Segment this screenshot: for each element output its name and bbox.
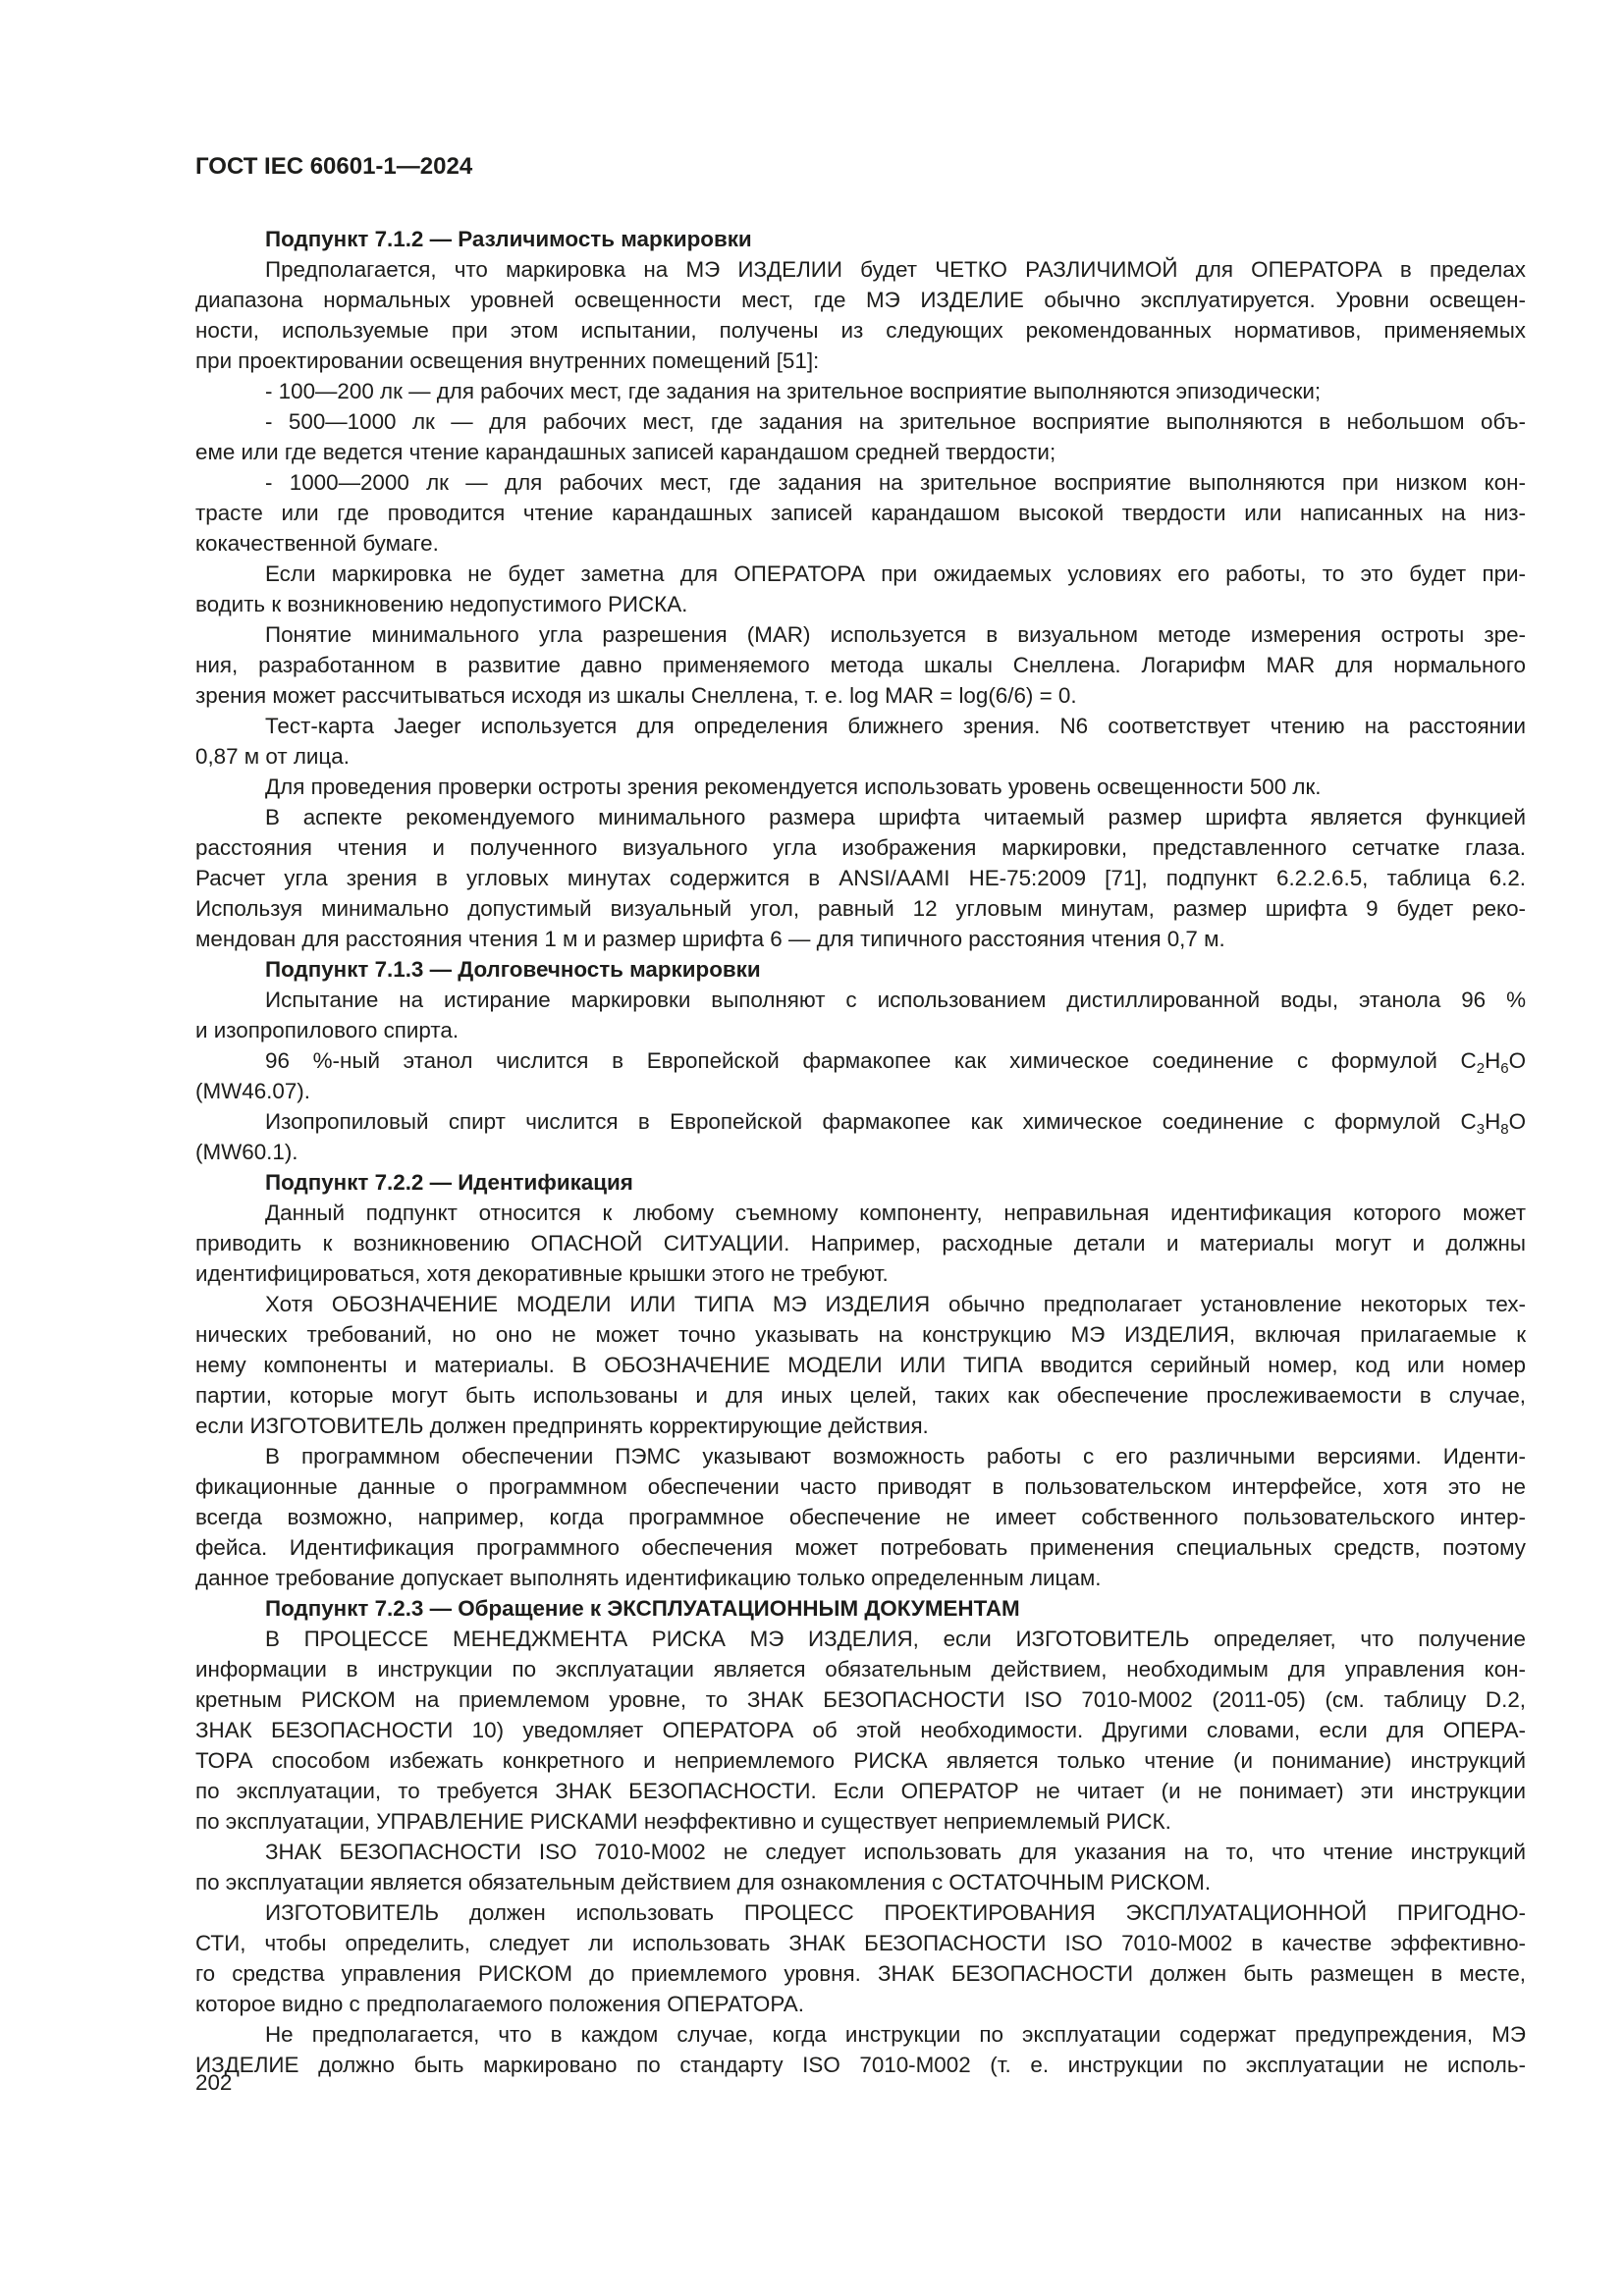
- text-line: [195, 285, 1526, 315]
- line-text: партии, которые могут быть использованы и для иных целей, таких как обеспечение прослеживаемости в случае,: [195, 1383, 1526, 1408]
- text-line: [195, 1654, 1526, 1684]
- text-line: [195, 772, 1526, 802]
- section-heading: [195, 1167, 1526, 1198]
- text-line: [195, 1258, 1526, 1289]
- text-line: [195, 498, 1526, 528]
- text-line: [195, 619, 1526, 650]
- formula-element: H: [1485, 1048, 1501, 1073]
- text-line: [195, 1806, 1526, 1837]
- line-text: Данный подпункт относится к любому съемному компоненту, неправильная идентификация которого может: [265, 1201, 1526, 1225]
- line-text: и изопропилового спирта.: [195, 1018, 460, 1042]
- line-text: при проектировании освещения внутренних помещений [51]:: [195, 348, 820, 373]
- formula-subscript: 3: [1476, 1121, 1486, 1138]
- formula-element: O: [1508, 1048, 1526, 1073]
- text-line: [195, 1076, 1526, 1106]
- text-line: [195, 559, 1526, 589]
- text-line: [195, 1897, 1526, 1928]
- line-text: зрения может рассчитываться исходя из шкалы Снеллена, т. е. log MAR = log(6/6) = 0.: [195, 683, 1077, 708]
- text-line: [195, 528, 1526, 559]
- text-line: [195, 1532, 1526, 1563]
- line-text: - 500—1000 лк — для рабочих мест, где задания на зрительное восприятие выполняются в небольшом объ-: [265, 409, 1526, 434]
- line-text: Хотя ОБОЗНАЧЕНИЕ МОДЕЛИ ИЛИ ТИПА МЭ ИЗДЕЛИЯ обычно предполагает установление некоторых тех-: [265, 1292, 1526, 1316]
- line-text: Используя минимально допустимый визуальный угол, равный 12 угловым минутам, размер шрифта 9 будет реко-: [195, 896, 1526, 921]
- line-text: данное требование допускает выполнять идентификацию только определенным лицам.: [195, 1566, 1102, 1590]
- line-text: Подпункт 7.1.2 — Различимость маркировки: [265, 227, 752, 251]
- text-line: [195, 650, 1526, 680]
- line-text: Подпункт 7.2.3 — Обращение к ЭКСПЛУАТАЦИОННЫМ ДОКУМЕНТАМ: [265, 1596, 1020, 1621]
- line-text: Если маркировка не будет заметна для ОПЕРАТОРА при ожидаемых условиях его работы, то это будет при-: [265, 561, 1526, 586]
- line-text: СТИ, чтобы определить, следует ли использовать ЗНАК БЕЗОПАСНОСТИ ISO 7010-M002 в качестве эффективно-: [195, 1931, 1526, 1955]
- line-text: - 1000—2000 лк — для рабочих мест, где задания на зрительное восприятие выполняются при низком кон-: [265, 470, 1526, 495]
- line-text: Не предполагается, что в каждом случае, когда инструкции по эксплуатации содержат предупреждения, МЭ: [265, 2022, 1526, 2047]
- text-line: [195, 1928, 1526, 1958]
- line-text: Понятие минимального угла разрешения (MAR) используется в визуальном методе измерения остроты зре-: [265, 622, 1526, 647]
- text-line: [195, 1045, 1526, 1076]
- text-line: [195, 1989, 1526, 2019]
- text-line: [195, 1228, 1526, 1258]
- line-text: если ИЗГОТОВИТЕЛЬ должен предпринять корректирующие действия.: [195, 1414, 929, 1438]
- text-line: [195, 1502, 1526, 1532]
- line-text: которое видно с предполагаемого положения ОПЕРАТОРА.: [195, 1992, 804, 2016]
- line-text: ности, используемые при этом испытании, получены из следующих рекомендованных нормативов, применяемых: [195, 318, 1526, 343]
- text-line: [195, 346, 1526, 376]
- line-text: Расчет угла зрения в угловых минутах содержится в ANSI/AAMI HE-75:2009 [71], подпункт 6.2.2.6.5, таблица 6.2.: [195, 866, 1526, 890]
- line-text: информации в инструкции по эксплуатации является обязательным действием, необходимым для управления кон-: [195, 1657, 1526, 1682]
- line-text: мендован для расстояния чтения 1 м и размер шрифта 6 — для типичного расстояния чтения 0,7 м.: [195, 927, 1225, 951]
- formula-subscript: 8: [1500, 1121, 1509, 1138]
- text-line: [195, 1015, 1526, 1045]
- text-line: [195, 376, 1526, 406]
- line-text: по эксплуатации, то требуется ЗНАК БЕЗОПАСНОСТИ. Если ОПЕРАТОР не читает (и не понимает) эти инструкции: [195, 1779, 1526, 1803]
- text-line: [195, 711, 1526, 741]
- text-line: [195, 1471, 1526, 1502]
- section-heading: [195, 954, 1526, 985]
- formula-element: C: [1460, 1109, 1477, 1134]
- line-text: еме или где ведется чтение карандашных записей карандашом средней твердости;: [195, 440, 1056, 464]
- line-text: фикационные данные о программном обеспечении часто приводят в пользовательском интерфейсе, хотя это не: [195, 1474, 1526, 1499]
- document-header-title: ГОСТ IEC 60601-1—2024: [195, 153, 473, 180]
- text-line: [195, 1411, 1526, 1441]
- line-text: нему компоненты и материалы. В ОБОЗНАЧЕНИЕ МОДЕЛИ ИЛИ ТИПА вводится серийный номер, код или номер: [195, 1353, 1526, 1377]
- text-line: [195, 1289, 1526, 1319]
- line-text: идентифицироваться, хотя декоративные крышки этого не требуют.: [195, 1261, 889, 1286]
- text-line: [195, 1715, 1526, 1745]
- document-body: [195, 224, 1526, 2080]
- line-text: ЗНАК БЕЗОПАСНОСТИ 10) уведомляет ОПЕРАТОРА об этой необходимости. Другими словами, если для ОПЕРА-: [195, 1718, 1526, 1742]
- text-line: [195, 1624, 1526, 1654]
- line-text: ния, разработанном в развитие давно применяемого метода шкалы Снеллена. Логарифм MAR для нормального: [195, 653, 1526, 677]
- line-text: нических требований, но оно не может точно указывать на конструкцию МЭ ИЗДЕЛИЯ, включая прилагаемые к: [195, 1322, 1526, 1347]
- text-line: [195, 863, 1526, 893]
- text-line: [195, 802, 1526, 832]
- text-line: [195, 315, 1526, 346]
- text-line: [195, 1684, 1526, 1715]
- line-text: по эксплуатации является обязательным действием для ознакомления с ОСТАТОЧНЫМ РИСКОМ.: [195, 1870, 1212, 1895]
- line-text: Для проведения проверки остроты зрения рекомендуется использовать уровень освещенности 500 лк.: [265, 774, 1322, 799]
- text-line: [195, 1137, 1526, 1167]
- page-number: 202: [195, 2070, 233, 2095]
- line-text: Изопропиловый спирт числится в Европейской фармакопее как химическое соединение с формулой: [265, 1109, 1461, 1134]
- text-line: [195, 1867, 1526, 1897]
- line-text: водить к возникновению недопустимого РИСКА.: [195, 592, 688, 616]
- text-line: [195, 985, 1526, 1015]
- line-text: ЗНАК БЕЗОПАСНОСТИ ISO 7010-M002 не следует использовать для указания на то, что чтение инструкций: [265, 1840, 1526, 1864]
- line-text: ИЗДЕЛИЕ должно быть маркировано по стандарту ISO 7010-M002 (т. е. инструкции по эксплуатации не исполь-: [195, 2053, 1526, 2077]
- line-text: кокачественной бумаге.: [195, 531, 439, 556]
- formula-subscript: 2: [1476, 1060, 1486, 1077]
- line-text: В ПРОЦЕССЕ МЕНЕДЖМЕНТА РИСКА МЭ ИЗДЕЛИЯ, если ИЗГОТОВИТЕЛЬ определяет, что получение: [265, 1627, 1526, 1651]
- line-text: фейса. Идентификация программного обеспечения может потребовать применения специальных средств, поэтому: [195, 1535, 1526, 1560]
- section-heading: [195, 224, 1526, 254]
- text-line: [195, 1958, 1526, 1989]
- line-text: (MW46.07).: [195, 1079, 310, 1103]
- text-line: [195, 589, 1526, 619]
- text-line: [195, 832, 1526, 863]
- text-line: [195, 254, 1526, 285]
- line-text: - 100—200 лк — для рабочих мест, где задания на зрительное восприятие выполняются эпизодически;: [265, 379, 1322, 403]
- text-line: [195, 1563, 1526, 1593]
- line-text: 0,87 м от лица.: [195, 744, 350, 769]
- line-text: Подпункт 7.1.3 — Долговечность маркировки: [265, 957, 761, 982]
- chemical-formula: [1460, 1048, 1526, 1077]
- line-text: 96 %-ный этанол числится в Европейской фармакопее как химическое соединение с формулой: [265, 1048, 1461, 1073]
- text-line: [195, 1350, 1526, 1380]
- line-text: Испытание на истирание маркировки выполняют с использованием дистиллированной воды, этанола 96 %: [265, 988, 1526, 1012]
- line-text: Предполагается, что маркировка на МЭ ИЗДЕЛИИ будет ЧЕТКО РАЗЛИЧИМОЙ для ОПЕРАТОРА в пределах: [265, 257, 1526, 282]
- text-line: [195, 1106, 1526, 1137]
- formula-element: O: [1508, 1109, 1526, 1134]
- line-text: В аспекте рекомендуемого минимального размера шрифта читаемый размер шрифта является функцией: [265, 805, 1526, 829]
- line-text: Тест-карта Jaeger используется для определения ближнего зрения. N6 соответствует чтению на расстоянии: [265, 714, 1526, 738]
- line-text: всегда возможно, например, когда программное обеспечение не имеет собственного пользовательского интер-: [195, 1505, 1526, 1529]
- text-line: [195, 893, 1526, 924]
- chemical-formula: [1460, 1109, 1526, 1138]
- line-text: расстояния чтения и полученного визуального угла изображения маркировки, представленного сетчатке глаза.: [195, 835, 1526, 860]
- line-text: трасте или где проводится чтение карандашных записей карандашом высокой твердости или написанных на низ-: [195, 501, 1526, 525]
- text-line: [195, 2050, 1526, 2080]
- text-line: [195, 2019, 1526, 2050]
- text-line: [195, 406, 1526, 437]
- line-text: ИЗГОТОВИТЕЛЬ должен использовать ПРОЦЕСС ПРОЕКТИРОВАНИЯ ЭКСПЛУАТАЦИОННОЙ ПРИГОДНО-: [265, 1900, 1526, 1925]
- line-text: В программном обеспечении ПЭМС указывают возможность работы с его различными версиями. Иденти-: [265, 1444, 1526, 1468]
- text-line: [195, 741, 1526, 772]
- text-line: [195, 1319, 1526, 1350]
- text-line: [195, 437, 1526, 467]
- line-text: Подпункт 7.2.2 — Идентификация: [265, 1170, 633, 1195]
- line-text: ТОРА способом избежать конкретного и неприемлемого РИСКА является только чтение (и понимание) инструкций: [195, 1748, 1526, 1773]
- formula-element: H: [1485, 1109, 1501, 1134]
- text-line: [195, 1837, 1526, 1867]
- section-heading: [195, 1593, 1526, 1624]
- line-text: (MW60.1).: [195, 1140, 298, 1164]
- text-line: [195, 680, 1526, 711]
- formula-element: C: [1460, 1048, 1477, 1073]
- line-text: приводить к возникновению ОПАСНОЙ СИТУАЦИИ. Например, расходные детали и материалы могут и должны: [195, 1231, 1526, 1255]
- text-line: [195, 1776, 1526, 1806]
- line-text: кретным РИСКОМ на приемлемом уровне, то ЗНАК БЕЗОПАСНОСТИ ISO 7010-M002 (2011-05) (см. таблицу D.2,: [195, 1687, 1526, 1712]
- line-text: по эксплуатации, УПРАВЛЕНИЕ РИСКАМИ неэффективно и существует неприемлемый РИСК.: [195, 1809, 1171, 1834]
- text-line: [195, 1380, 1526, 1411]
- text-line: [195, 1441, 1526, 1471]
- line-text: диапазона нормальных уровней освещенности мест, где МЭ ИЗДЕЛИЕ обычно эксплуатируется. Уровни освещен-: [195, 288, 1526, 312]
- text-line: [195, 1745, 1526, 1776]
- text-line: [195, 924, 1526, 954]
- text-line: [195, 467, 1526, 498]
- formula-subscript: 6: [1500, 1060, 1509, 1077]
- line-text: го средства управления РИСКОМ до приемлемого уровня. ЗНАК БЕЗОПАСНОСТИ должен быть размещен в месте,: [195, 1961, 1526, 1986]
- text-line: [195, 1198, 1526, 1228]
